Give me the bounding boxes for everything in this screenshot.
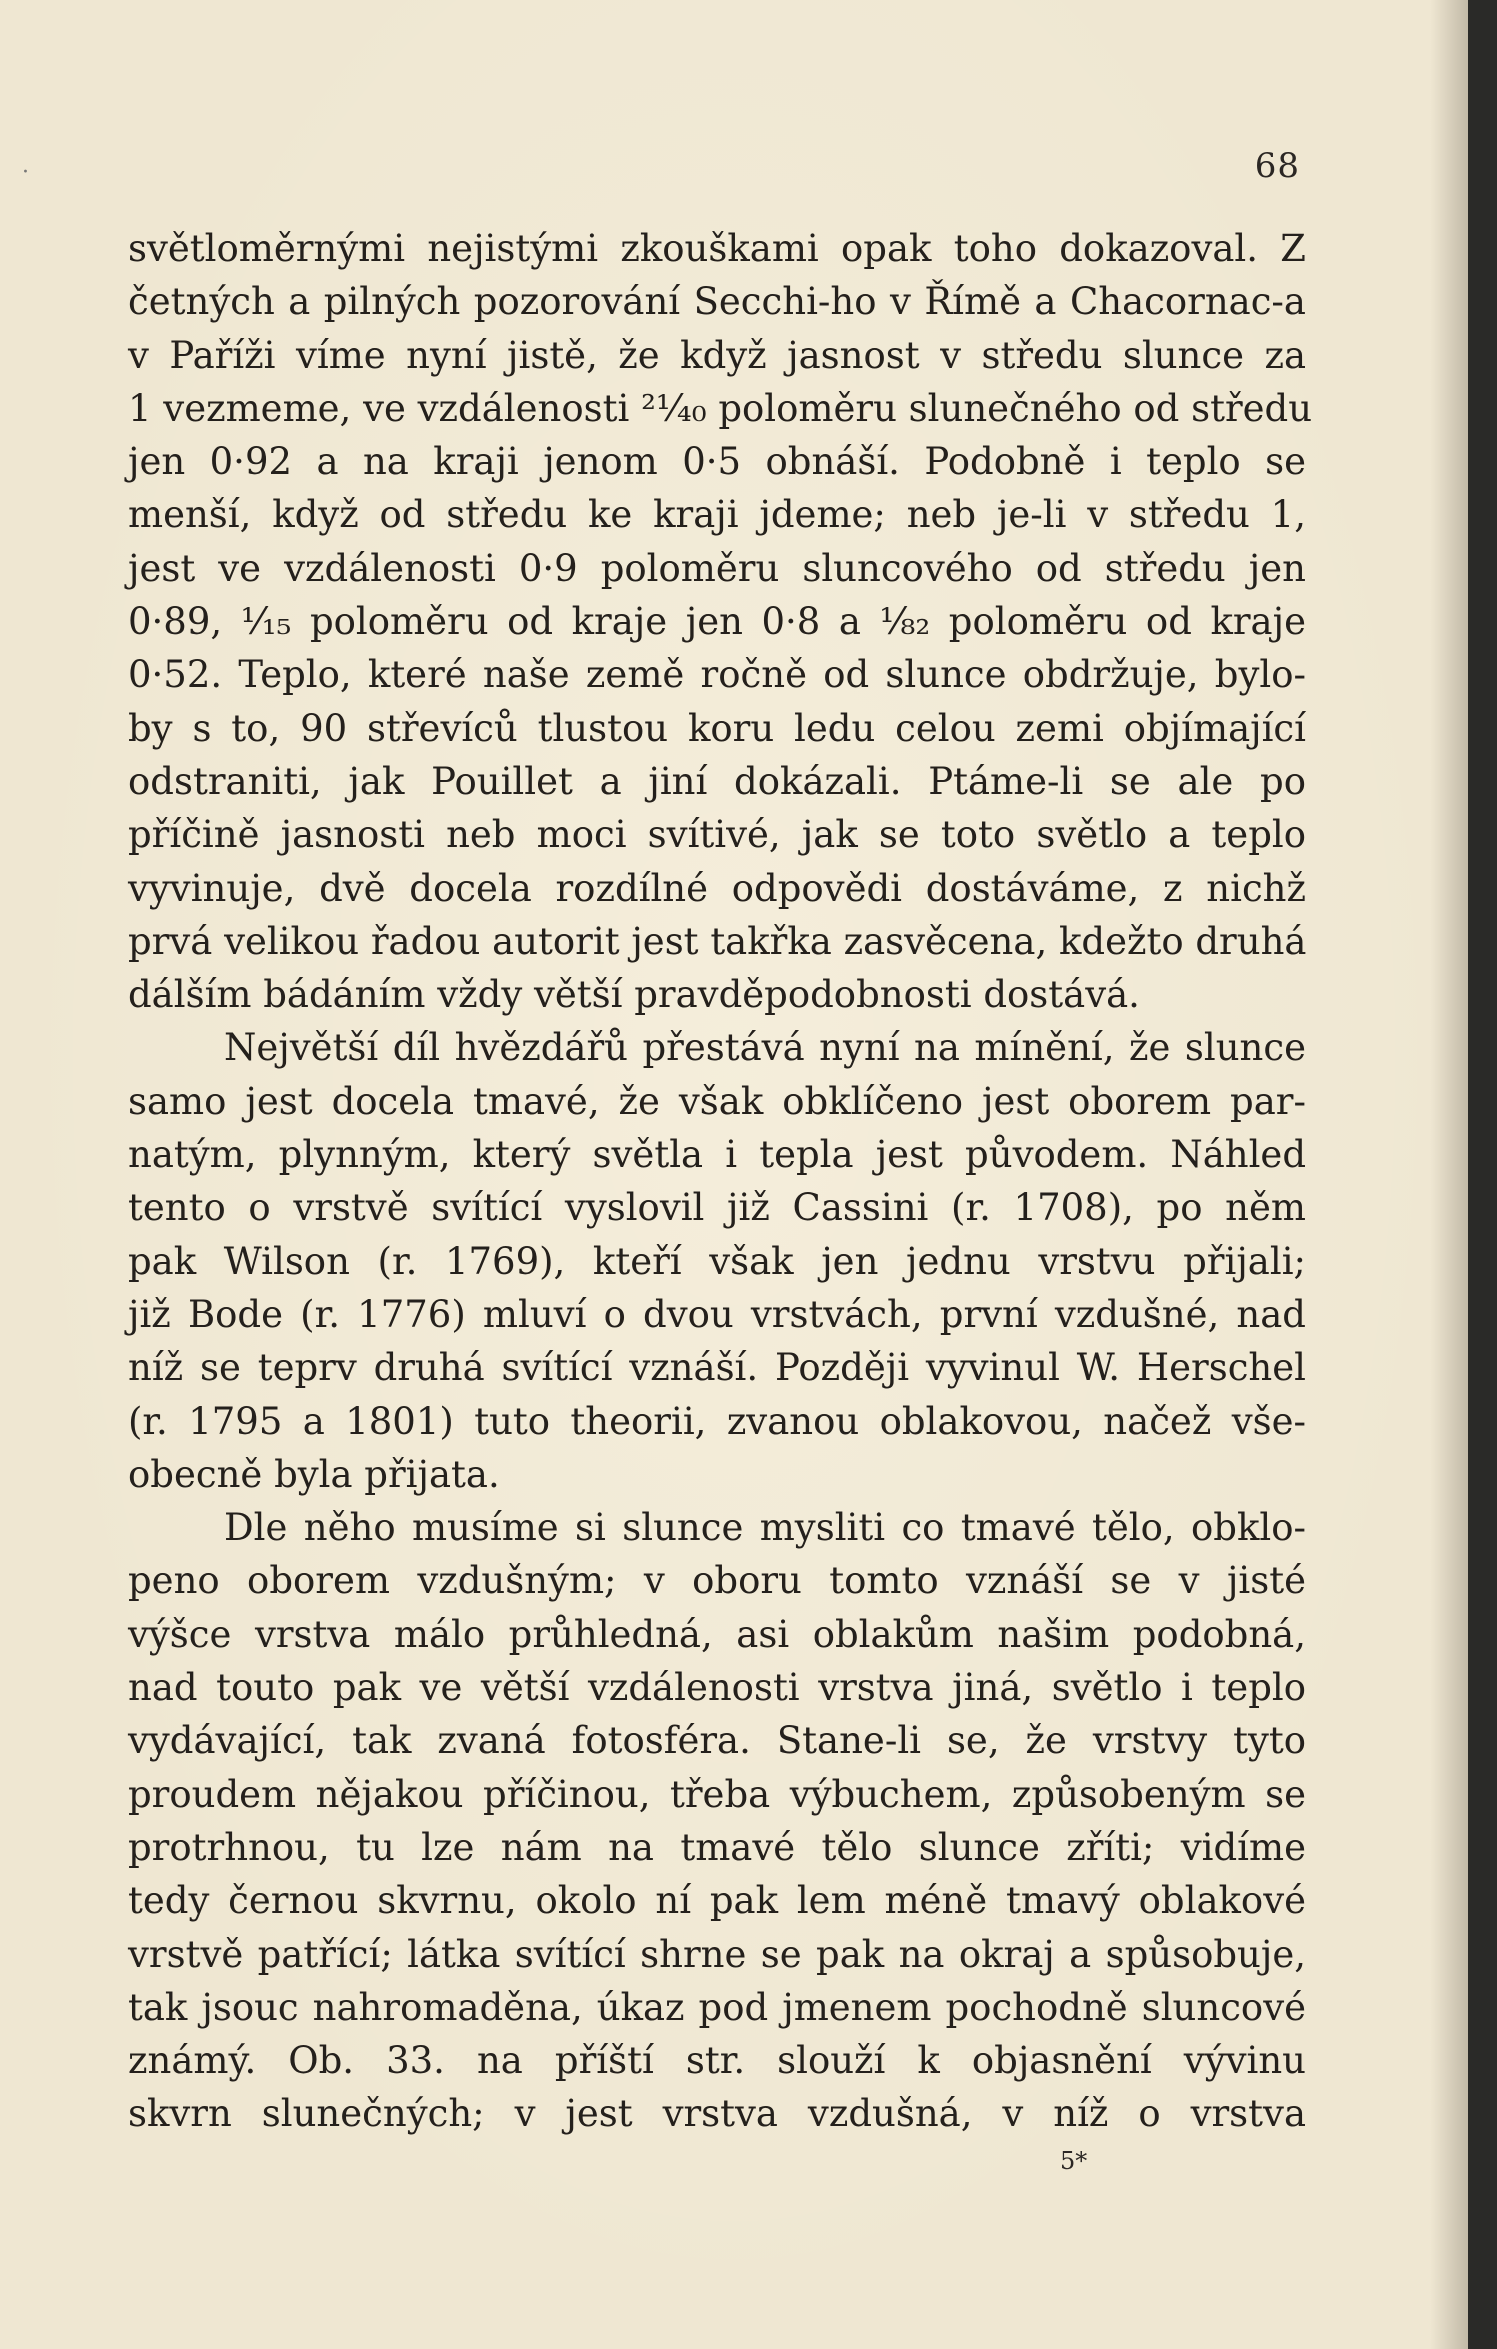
binding-shadow <box>1430 0 1468 2349</box>
text-line: 0·52. Teplo, které naše země ročně od slunce obdržuje, bylo- <box>128 653 1306 697</box>
paragraph-end-line: obecně byla přijata. <box>128 1452 500 1496</box>
body-text <box>128 222 1313 2141</box>
text-line: známý. Ob. 33. na příští str. slouží k objasnění vývinu <box>128 2039 1306 2083</box>
text-line: natým, plynným, který světla i tepla jest původem. Náhled <box>128 1133 1306 1177</box>
text-line: nad touto pak ve větší vzdálenosti vrstva jiná, světlo i teplo <box>128 1666 1306 1710</box>
text-line: jest ve vzdálenosti 0·9 poloměru sluncového od středu jen <box>128 546 1306 590</box>
text-line: vydávající, tak zvaná fotosféra. Stane-li se, že vrstvy tyto <box>128 1719 1306 1763</box>
text-line: by s to, 90 střevíců tlustou koru ledu celou zemi objímající <box>128 706 1306 750</box>
text-line: již Bode (r. 1776) mluví o dvou vrstvách, první vzdušné, nad <box>128 1292 1306 1336</box>
text-line: protrhnou, tu lze nám na tmavé tělo slunce zříti; vidíme <box>128 1825 1306 1869</box>
page-number: 68 <box>1254 146 1300 186</box>
text-line: tento o vrstvě svítící vyslovil již Cassini (r. 1708), po něm <box>128 1186 1306 1230</box>
text-line: odstraniti, jak Pouillet a jiní dokázali. Ptáme-li se ale po <box>128 759 1306 803</box>
text-line: vyvinuje, dvě docela rozdílné odpovědi dostáváme, z nichž <box>128 866 1306 910</box>
paragraph-start-line: Dle něho musíme si slunce mysliti co tmavé tělo, obklo- <box>224 1506 1306 1550</box>
text-line: proudem nějakou příčinou, třeba výbuchem, způsobeným se <box>128 1772 1306 1816</box>
text-line: skvrn slunečných; v jest vrstva vzdušná, v níž o vrstva <box>128 2092 1306 2136</box>
signature-mark: 5* <box>1060 2147 1088 2175</box>
text-line: světloměrnými nejistými zkouškami opak toho dokazoval. Z <box>128 227 1306 270</box>
text-line: tak jsouc nahromaděna, úkaz pod jmenem pochodně sluncové <box>128 1985 1306 2029</box>
text-line: výšce vrstva málo průhledná, asi oblakům našim podobná, <box>128 1612 1306 1656</box>
text-line: (r. 1795 a 1801) tuto theorii, zvanou oblakovou, načež vše- <box>128 1399 1306 1443</box>
text-line: příčině jasnosti neb moci svítivé, jak se toto světlo a teplo <box>128 813 1306 857</box>
text-line: prvá velikou řadou autorit jest takřka zasvěcena, kdežto druhá <box>128 919 1307 963</box>
paragraph-end-line: dálším bádáním vždy větší pravděpodobnosti dostává. <box>128 973 1140 1017</box>
paragraph-start-line: Největší díl hvězdářů přestává nyní na mínění, že slunce <box>224 1026 1306 1070</box>
text-line: níž se teprv druhá svítící vznáší. Později vyvinul W. Herschel <box>128 1346 1306 1390</box>
text-line: samo jest docela tmavé, že však obklíčeno jest oborem par- <box>128 1079 1306 1123</box>
text-line: četných a pilných pozorování Secchi-ho v Římě a Chacornac-a <box>128 280 1306 324</box>
text-line: menší, když od středu ke kraji jdeme; neb je-li v středu 1, <box>128 493 1306 537</box>
text-line: 0·89, ¹⁄₁₅ poloměru od kraje jen 0·8 a ¹⁄₈₂ poloměru od kraje <box>128 600 1306 644</box>
text-line: peno oborem vzdušným; v oboru tomto vznáší se v jisté <box>128 1559 1306 1603</box>
text-line: tedy černou skvrnu, okolo ní pak lem méně tmavý oblakové <box>128 1879 1306 1923</box>
text-line: 1 vezmeme, ve vzdálenosti ²¹⁄₄₀ poloměru slunečného od středu <box>128 386 1313 430</box>
margin-mark: · <box>22 160 29 185</box>
text-line: pak Wilson (r. 1769), kteří však jen jednu vrstvu přijali; <box>128 1239 1306 1283</box>
text-line: v Paříži víme nyní jistě, že když jasnost v středu slunce za <box>128 333 1306 377</box>
text-line: vrstvě patřící; látka svítící shrne se pak na okraj a spůsobuje, <box>128 1932 1306 1976</box>
text-line: jen 0·92 a na kraji jenom 0·5 obnáší. Podobně i teplo se <box>128 440 1306 484</box>
